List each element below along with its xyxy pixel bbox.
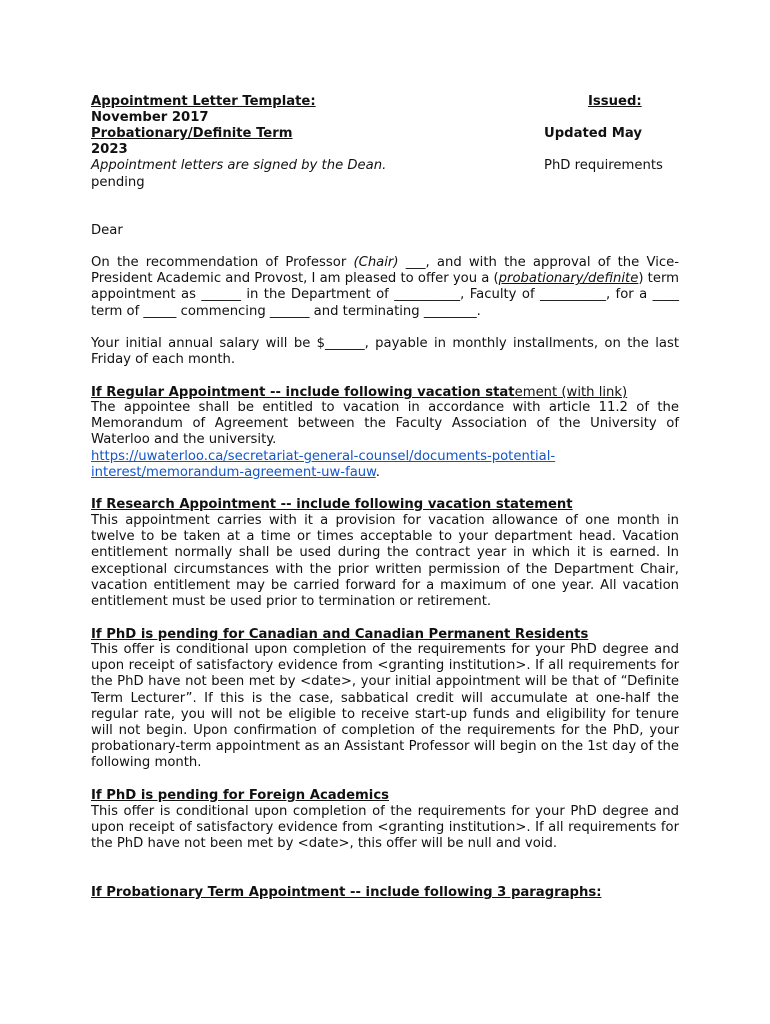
- link-period: .: [375, 465, 380, 480]
- intro-text-1: On the recommendation of Professor: [91, 255, 354, 270]
- issued-date: November 2017: [91, 110, 209, 125]
- fauw-link-line-2: [91, 465, 380, 481]
- probationary-heading: If Probationary Term Appointment -- include following 3 paragraphs:: [91, 885, 602, 900]
- fauw-link-continued[interactable]: interest/memorandum-agreement-uw-fauw: [91, 465, 376, 480]
- phd-foreign-heading: If PhD is pending for Foreign Academics: [91, 788, 389, 803]
- regular-body: The appointee shall be entitled to vacation in accordance with article 11.2 of the Memorandum of Agreement between the Faculty Association of the University of Waterloo and the university.: [91, 400, 679, 448]
- regular-paragraph: [91, 400, 679, 449]
- issued-label: Issued:: [588, 94, 642, 109]
- chair-placeholder: (Chair): [353, 255, 399, 270]
- template-subtitle: Probationary/Definite Term: [91, 126, 293, 141]
- appointment-type-option: probationary/definite: [498, 271, 639, 287]
- intro-text-2: ___, and with the approval of the Vice-President Academic and Provost, I am pleased to offer you a (: [91, 255, 679, 287]
- phd-canadian-heading: If PhD is pending for Canadian and Canadian Permanent Residents: [91, 627, 589, 642]
- updated-year: 2023: [91, 142, 128, 157]
- fauw-link[interactable]: https://uwaterloo.ca/secretariat-general-counsel/documents-potential-: [91, 449, 556, 464]
- regular-heading-bold: If Regular Appointment -- include following vacation stat: [91, 385, 515, 400]
- signed-note: Appointment letters are signed by the Dean.: [91, 158, 387, 173]
- phd-requirements-note: PhD requirements: [544, 158, 663, 173]
- template-title: Appointment Letter Template:: [91, 94, 316, 109]
- salutation: Dear: [91, 223, 123, 238]
- regular-heading: [91, 385, 627, 401]
- research-paragraph: This appointment carries with it a provision for vacation allowance of one month in twelve to be taken at a time or times acceptable to your department head. Vacation entitlement normally shall be used during the contract year in which it is earned. In exceptional circumstances with the prior written permission of the Department Chair, vacation entitlement may be carried forward for a maximum of one year. All vacation entitlement must be used prior to termination or retirement.: [91, 513, 679, 610]
- regular-heading-rest: ement (with link): [514, 385, 628, 400]
- phd-foreign-paragraph: This offer is conditional upon completion of the requirements for your PhD degree and upon receipt of satisfactory evidence from <granting institution>. If all requirements for the PhD have not been met by <date>, this offer will be null and void.: [91, 804, 679, 852]
- research-heading: If Research Appointment -- include following vacation statement: [91, 497, 573, 512]
- intro-paragraph: [91, 255, 679, 320]
- fauw-link-line-1: [91, 449, 555, 465]
- updated-label: Updated May: [544, 126, 642, 141]
- intro-text-3: ) term appointment as ______ in the Department of __________, Faculty of __________, for a ____ term of _____ commencing ______ and terminating ________.: [91, 271, 679, 319]
- salary-paragraph: Your initial annual salary will be $______, payable in monthly installments, on the last Friday of each month.: [91, 336, 679, 368]
- pending-note: pending: [91, 175, 145, 190]
- phd-canadian-paragraph: This offer is conditional upon completion of the requirements for your PhD degree and upon receipt of satisfactory evidence from <granting institution>. If all requirements for the PhD have not been met by <date>, your initial appointment will be that of “Definite Term Lecturer”. If this is the case, sabbatical credit will accumulate at one-half the regular rate, you will not be eligible to receive start-up funds and eligibility for tenure will not begin. Upon confirmation of completion of the requirements for the PhD, your probationary-term appointment as an Assistant Professor will begin on the 1st day of the following month.: [91, 642, 679, 771]
